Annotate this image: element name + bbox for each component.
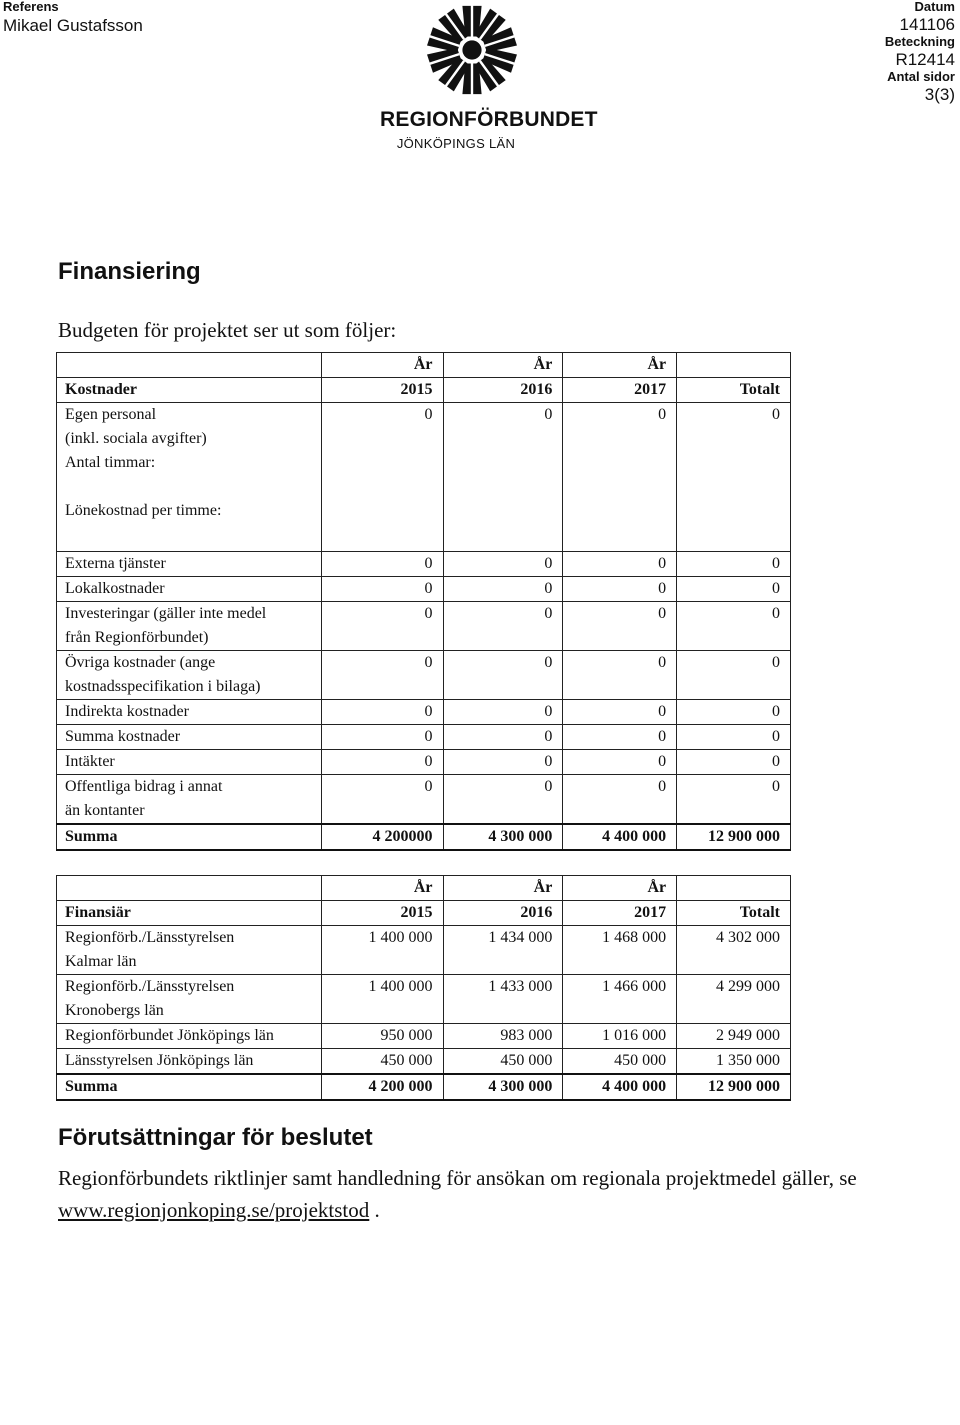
year-word: År	[321, 876, 443, 901]
cell-value: 1 468 000	[563, 926, 677, 975]
table-row	[57, 725, 791, 750]
column-label: Finansiär	[57, 901, 322, 926]
org-subtitle: JÖNKÖPINGS LÄN	[396, 136, 516, 151]
conditions-paragraph	[58, 1162, 858, 1226]
summa-value: 4 200000	[321, 824, 443, 850]
year-2017: 2017	[563, 901, 677, 926]
section-heading-finansiering: Finansiering	[58, 258, 201, 285]
table-row	[57, 1049, 791, 1075]
year-word: År	[563, 876, 677, 901]
summary-row	[57, 824, 791, 850]
summa-value: 12 900 000	[677, 824, 791, 850]
cell-value: 0	[443, 750, 563, 775]
row-label-line: Övriga kostnader (ange	[65, 654, 216, 671]
cell-value: 0	[321, 775, 443, 825]
cell-value: 0	[677, 750, 791, 775]
cell-value: 0	[563, 651, 677, 700]
cell-value: 0	[321, 700, 443, 725]
cell-value: 0	[677, 403, 791, 552]
cell-value: 0	[563, 602, 677, 651]
table-row	[57, 552, 791, 577]
row-label-line: än kontanter	[65, 802, 145, 819]
row-label	[57, 403, 322, 552]
header-reference	[3, 0, 143, 38]
table-row	[57, 750, 791, 775]
beteckning-value: R12414	[895, 50, 955, 69]
year-2015: 2015	[321, 378, 443, 403]
antal-sidor-value: 3(3)	[924, 85, 955, 104]
cell-value: 2 949 000	[677, 1024, 791, 1049]
org-name: REGIONFÖRBUNDET	[380, 108, 598, 131]
row-label-line: Kalmar län	[65, 953, 137, 970]
cell-value: 950 000	[321, 1024, 443, 1049]
cell-value: 1 433 000	[443, 975, 563, 1024]
table-row	[57, 775, 791, 825]
projektstod-link[interactable]: www.regionjonkoping.se/projektstod	[58, 1198, 370, 1222]
cost-table	[56, 352, 791, 851]
cell-value: 0	[677, 552, 791, 577]
paragraph-end: .	[369, 1198, 380, 1222]
summa-value: 12 900 000	[677, 1074, 791, 1100]
cell-value: 0	[443, 725, 563, 750]
column-label: Kostnader	[57, 378, 322, 403]
row-label: Indirekta kostnader	[57, 700, 322, 725]
cell-value: 0	[677, 775, 791, 825]
cell-value: 1 466 000	[563, 975, 677, 1024]
cell-value: 0	[677, 651, 791, 700]
section-heading-forutsattningar: Förutsättningar för beslutet	[58, 1124, 373, 1151]
header-meta	[885, 0, 955, 105]
row-label: Länsstyrelsen Jönköpings län	[57, 1049, 322, 1075]
table-header-row	[57, 901, 791, 926]
cell-value: 1 400 000	[321, 975, 443, 1024]
summa-value: 4 200 000	[321, 1074, 443, 1100]
header-cell	[677, 353, 791, 378]
cell-value: 0	[677, 700, 791, 725]
table-header-row	[57, 876, 791, 901]
cell-value: 983 000	[443, 1024, 563, 1049]
cell-value: 0	[677, 577, 791, 602]
financier-table	[56, 875, 791, 1101]
row-label: Lokalkostnader	[57, 577, 322, 602]
table-row	[57, 926, 791, 975]
summa-label: Summa	[57, 824, 322, 850]
year-word: År	[443, 353, 563, 378]
cell-value: 450 000	[321, 1049, 443, 1075]
table-row	[57, 651, 791, 700]
row-label-line: från Regionförbundet)	[65, 629, 209, 646]
cell-value: 0	[321, 651, 443, 700]
egen-personal-label: Egen personal	[65, 406, 157, 423]
year-word: År	[563, 353, 677, 378]
cell-value: 4 302 000	[677, 926, 791, 975]
cell-value: 0	[677, 602, 791, 651]
cell-value: 0	[677, 725, 791, 750]
row-label	[57, 651, 322, 700]
header-cell	[677, 876, 791, 901]
row-label	[57, 775, 322, 825]
summa-value: 4 300 000	[443, 824, 563, 850]
total-header: Totalt	[677, 901, 791, 926]
year-2017: 2017	[563, 378, 677, 403]
cell-value: 0	[563, 577, 677, 602]
beteckning-label: Beteckning	[884, 34, 955, 49]
cell-value: 0	[563, 700, 677, 725]
row-label: Intäkter	[57, 750, 322, 775]
table-row	[57, 403, 791, 552]
antal-sidor-label: Antal sidor	[887, 69, 955, 84]
summa-label: Summa	[57, 1074, 322, 1100]
row-label-line: Offentliga bidrag i annat	[65, 778, 223, 795]
budget-intro: Budgeten för projektet ser ut som följer:	[58, 318, 397, 342]
row-label	[57, 975, 322, 1024]
row-label-line: Kronobergs län	[65, 1002, 164, 1019]
cell-value: 0	[321, 577, 443, 602]
total-header: Totalt	[677, 378, 791, 403]
cell-value: 450 000	[563, 1049, 677, 1075]
table-row	[57, 700, 791, 725]
cell-value: 0	[443, 552, 563, 577]
cell-value: 4 299 000	[677, 975, 791, 1024]
row-label-line: Regionförb./Länsstyrelsen	[65, 929, 235, 946]
lonekostnad-label: Lönekostnad per timme:	[65, 502, 222, 519]
cell-value: 0	[563, 403, 677, 552]
cell-value: 0	[563, 750, 677, 775]
row-label: Regionförbundet Jönköpings län	[57, 1024, 322, 1049]
year-word: År	[443, 876, 563, 901]
cell-value: 1 400 000	[321, 926, 443, 975]
summa-value: 4 400 000	[563, 824, 677, 850]
cell-value: 0	[443, 403, 563, 552]
reference-value: Mikael Gustafsson	[3, 16, 143, 35]
row-label-line: Investeringar (gäller inte medel	[65, 605, 267, 622]
header-cell	[57, 353, 322, 378]
cell-value: 1 016 000	[563, 1024, 677, 1049]
datum-label: Datum	[914, 0, 955, 14]
table-row	[57, 1024, 791, 1049]
cell-value: 0	[321, 750, 443, 775]
table-row	[57, 602, 791, 651]
cell-value: 0	[443, 700, 563, 725]
year-word: År	[321, 353, 443, 378]
paragraph-text: Regionförbundets riktlinjer samt handledning för ansökan om regionala projektmedel gäller, se	[58, 1166, 857, 1190]
year-2015: 2015	[321, 901, 443, 926]
row-label-line: kostnadsspecifikation i bilaga)	[65, 678, 261, 695]
year-2016: 2016	[443, 378, 563, 403]
row-label-line: Regionförb./Länsstyrelsen	[65, 978, 235, 995]
summary-row	[57, 1074, 791, 1100]
cell-value: 0	[321, 725, 443, 750]
year-2016: 2016	[443, 901, 563, 926]
cell-value: 0	[443, 577, 563, 602]
cell-value: 450 000	[443, 1049, 563, 1075]
table-header-row	[57, 353, 791, 378]
cell-value: 0	[443, 651, 563, 700]
cell-value: 0	[443, 775, 563, 825]
cell-value: 0	[321, 403, 443, 552]
summa-value: 4 300 000	[443, 1074, 563, 1100]
table-row	[57, 975, 791, 1024]
table-row	[57, 577, 791, 602]
cell-value: 0	[563, 775, 677, 825]
cell-value: 0	[563, 725, 677, 750]
datum-value: 141106	[899, 15, 955, 34]
antal-timmar-label: Antal timmar:	[65, 454, 156, 471]
row-label: Externa tjänster	[57, 552, 322, 577]
summa-value: 4 400 000	[563, 1074, 677, 1100]
table-header-row	[57, 378, 791, 403]
row-label	[57, 926, 322, 975]
cell-value: 1 350 000	[677, 1049, 791, 1075]
cell-value: 0	[321, 602, 443, 651]
row-label: Summa kostnader	[57, 725, 322, 750]
header-cell	[57, 876, 322, 901]
cell-value: 1 434 000	[443, 926, 563, 975]
egen-personal-sub: (inkl. sociala avgifter)	[65, 430, 207, 447]
cell-value: 0	[563, 552, 677, 577]
flower-logo-icon	[424, 2, 520, 98]
reference-label: Referens	[3, 0, 59, 14]
cell-value: 0	[321, 552, 443, 577]
row-label	[57, 602, 322, 651]
cell-value: 0	[443, 602, 563, 651]
